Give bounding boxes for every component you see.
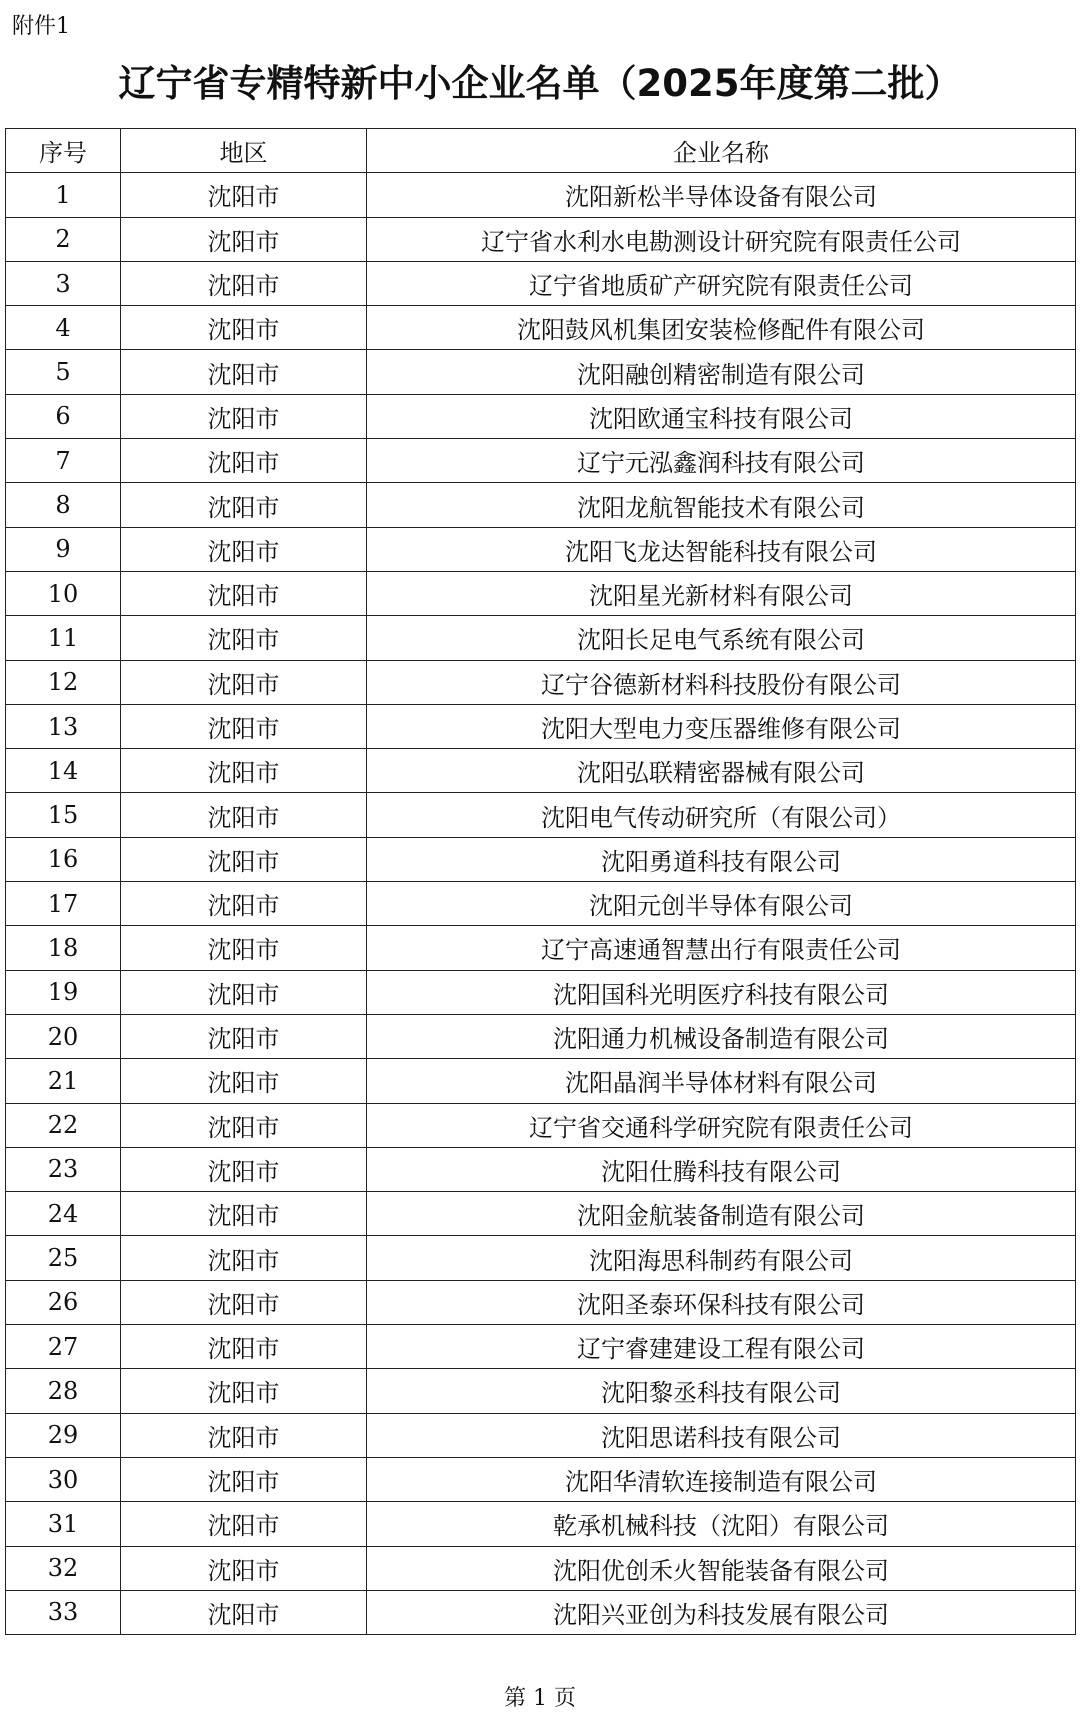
row-region: 沈阳市 xyxy=(121,1147,367,1191)
row-company-name: 沈阳融创精密制造有限公司 xyxy=(367,350,1076,394)
row-region: 沈阳市 xyxy=(121,306,367,350)
table-row xyxy=(6,483,1076,527)
row-company-name: 沈阳优创禾火智能装备有限公司 xyxy=(367,1546,1076,1590)
row-company-name: 辽宁睿建建设工程有限公司 xyxy=(367,1325,1076,1369)
row-number: 13 xyxy=(6,704,121,748)
row-region: 沈阳市 xyxy=(121,1280,367,1324)
row-company-name: 沈阳弘联精密器械有限公司 xyxy=(367,749,1076,793)
row-number: 20 xyxy=(6,1014,121,1058)
row-number: 5 xyxy=(6,350,121,394)
row-region: 沈阳市 xyxy=(121,793,367,837)
table-row xyxy=(6,1103,1076,1147)
row-region: 沈阳市 xyxy=(121,660,367,704)
row-number: 12 xyxy=(6,660,121,704)
table-row xyxy=(6,1280,1076,1324)
row-region: 沈阳市 xyxy=(121,926,367,970)
row-company-name: 沈阳通力机械设备制造有限公司 xyxy=(367,1014,1076,1058)
row-company-name: 沈阳仕腾科技有限公司 xyxy=(367,1147,1076,1191)
table-row xyxy=(6,1147,1076,1191)
row-region: 沈阳市 xyxy=(121,483,367,527)
row-region: 沈阳市 xyxy=(121,527,367,571)
row-region: 沈阳市 xyxy=(121,261,367,305)
table-row xyxy=(6,1059,1076,1103)
row-company-name: 沈阳思诺科技有限公司 xyxy=(367,1413,1076,1457)
row-company-name: 乾承机械科技（沈阳）有限公司 xyxy=(367,1502,1076,1546)
table-row xyxy=(6,306,1076,350)
table-row xyxy=(6,1236,1076,1280)
table-row xyxy=(6,1413,1076,1457)
row-number: 25 xyxy=(6,1236,121,1280)
row-company-name: 沈阳电气传动研究所（有限公司） xyxy=(367,793,1076,837)
row-region: 沈阳市 xyxy=(121,1236,367,1280)
table-row xyxy=(6,1546,1076,1590)
table-row xyxy=(6,704,1076,748)
row-region: 沈阳市 xyxy=(121,1546,367,1590)
row-region: 沈阳市 xyxy=(121,571,367,615)
attachment-label: 附件1 xyxy=(12,14,70,39)
row-number: 26 xyxy=(6,1280,121,1324)
row-number: 17 xyxy=(6,882,121,926)
row-number: 7 xyxy=(6,439,121,483)
row-number: 16 xyxy=(6,837,121,881)
row-company-name: 沈阳圣泰环保科技有限公司 xyxy=(367,1280,1076,1324)
enterprise-table xyxy=(5,128,1076,1635)
row-company-name: 沈阳星光新材料有限公司 xyxy=(367,571,1076,615)
row-region: 沈阳市 xyxy=(121,217,367,261)
table-row xyxy=(6,837,1076,881)
row-number: 22 xyxy=(6,1103,121,1147)
row-region: 沈阳市 xyxy=(121,882,367,926)
row-number: 11 xyxy=(6,616,121,660)
row-number: 10 xyxy=(6,571,121,615)
table-row xyxy=(6,571,1076,615)
table-row xyxy=(6,394,1076,438)
column-header-number: 序号 xyxy=(6,129,121,173)
row-number: 31 xyxy=(6,1502,121,1546)
row-number: 3 xyxy=(6,261,121,305)
table-row xyxy=(6,660,1076,704)
row-company-name: 沈阳飞龙达智能科技有限公司 xyxy=(367,527,1076,571)
row-company-name: 沈阳黎丞科技有限公司 xyxy=(367,1369,1076,1413)
row-region: 沈阳市 xyxy=(121,704,367,748)
table-row xyxy=(6,1369,1076,1413)
row-company-name: 辽宁谷德新材料科技股份有限公司 xyxy=(367,660,1076,704)
row-company-name: 沈阳海思科制药有限公司 xyxy=(367,1236,1076,1280)
row-region: 沈阳市 xyxy=(121,1590,367,1634)
row-number: 19 xyxy=(6,970,121,1014)
table-row xyxy=(6,970,1076,1014)
row-number: 4 xyxy=(6,306,121,350)
table-row xyxy=(6,261,1076,305)
row-region: 沈阳市 xyxy=(121,1502,367,1546)
row-number: 28 xyxy=(6,1369,121,1413)
row-region: 沈阳市 xyxy=(121,1192,367,1236)
row-region: 沈阳市 xyxy=(121,1325,367,1369)
row-number: 23 xyxy=(6,1147,121,1191)
table-body xyxy=(6,173,1076,1635)
row-number: 2 xyxy=(6,217,121,261)
row-number: 24 xyxy=(6,1192,121,1236)
row-region: 沈阳市 xyxy=(121,1413,367,1457)
row-number: 8 xyxy=(6,483,121,527)
table-row xyxy=(6,1325,1076,1369)
row-number: 33 xyxy=(6,1590,121,1634)
table-row xyxy=(6,616,1076,660)
row-company-name: 沈阳元创半导体有限公司 xyxy=(367,882,1076,926)
table-row xyxy=(6,1192,1076,1236)
row-number: 1 xyxy=(6,173,121,217)
row-company-name: 辽宁元泓鑫润科技有限公司 xyxy=(367,439,1076,483)
row-region: 沈阳市 xyxy=(121,1103,367,1147)
row-number: 32 xyxy=(6,1546,121,1590)
row-company-name: 辽宁省交通科学研究院有限责任公司 xyxy=(367,1103,1076,1147)
document-title: 辽宁省专精特新中小企业名单（2025年度第二批） xyxy=(118,62,962,105)
row-company-name: 沈阳晶润半导体材料有限公司 xyxy=(367,1059,1076,1103)
row-number: 21 xyxy=(6,1059,121,1103)
row-region: 沈阳市 xyxy=(121,749,367,793)
row-company-name: 沈阳兴亚创为科技发展有限公司 xyxy=(367,1590,1076,1634)
column-header-company: 企业名称 xyxy=(367,129,1076,173)
row-company-name: 沈阳新松半导体设备有限公司 xyxy=(367,173,1076,217)
row-company-name: 沈阳大型电力变压器维修有限公司 xyxy=(367,704,1076,748)
row-region: 沈阳市 xyxy=(121,1457,367,1501)
row-number: 9 xyxy=(6,527,121,571)
table-row xyxy=(6,350,1076,394)
row-region: 沈阳市 xyxy=(121,350,367,394)
row-region: 沈阳市 xyxy=(121,1014,367,1058)
row-number: 15 xyxy=(6,793,121,837)
table-row xyxy=(6,439,1076,483)
table-row xyxy=(6,527,1076,571)
row-region: 沈阳市 xyxy=(121,1059,367,1103)
row-company-name: 沈阳国科光明医疗科技有限公司 xyxy=(367,970,1076,1014)
row-company-name: 沈阳龙航智能技术有限公司 xyxy=(367,483,1076,527)
table-row xyxy=(6,1014,1076,1058)
table-header-row xyxy=(6,129,1076,173)
table-row xyxy=(6,882,1076,926)
column-header-region: 地区 xyxy=(121,129,367,173)
row-region: 沈阳市 xyxy=(121,616,367,660)
row-region: 沈阳市 xyxy=(121,837,367,881)
table-row xyxy=(6,173,1076,217)
row-number: 18 xyxy=(6,926,121,970)
row-company-name: 沈阳华清软连接制造有限公司 xyxy=(367,1457,1076,1501)
row-company-name: 辽宁省水利水电勘测设计研究院有限责任公司 xyxy=(367,217,1076,261)
row-number: 6 xyxy=(6,394,121,438)
table-row xyxy=(6,1502,1076,1546)
row-company-name: 辽宁省地质矿产研究院有限责任公司 xyxy=(367,261,1076,305)
table-row xyxy=(6,926,1076,970)
table-row xyxy=(6,1590,1076,1634)
row-number: 29 xyxy=(6,1413,121,1457)
row-company-name: 沈阳勇道科技有限公司 xyxy=(367,837,1076,881)
table-row xyxy=(6,1457,1076,1501)
row-company-name: 沈阳鼓风机集团安装检修配件有限公司 xyxy=(367,306,1076,350)
table-row xyxy=(6,749,1076,793)
row-company-name: 沈阳长足电气系统有限公司 xyxy=(367,616,1076,660)
row-number: 30 xyxy=(6,1457,121,1501)
row-company-name: 沈阳欧通宝科技有限公司 xyxy=(367,394,1076,438)
row-company-name: 辽宁高速通智慧出行有限责任公司 xyxy=(367,926,1076,970)
table-row xyxy=(6,793,1076,837)
row-region: 沈阳市 xyxy=(121,439,367,483)
row-region: 沈阳市 xyxy=(121,970,367,1014)
row-region: 沈阳市 xyxy=(121,173,367,217)
page-number: 第 1 页 xyxy=(504,1686,576,1711)
row-company-name: 沈阳金航装备制造有限公司 xyxy=(367,1192,1076,1236)
row-region: 沈阳市 xyxy=(121,1369,367,1413)
table-row xyxy=(6,217,1076,261)
row-region: 沈阳市 xyxy=(121,394,367,438)
row-number: 27 xyxy=(6,1325,121,1369)
row-number: 14 xyxy=(6,749,121,793)
